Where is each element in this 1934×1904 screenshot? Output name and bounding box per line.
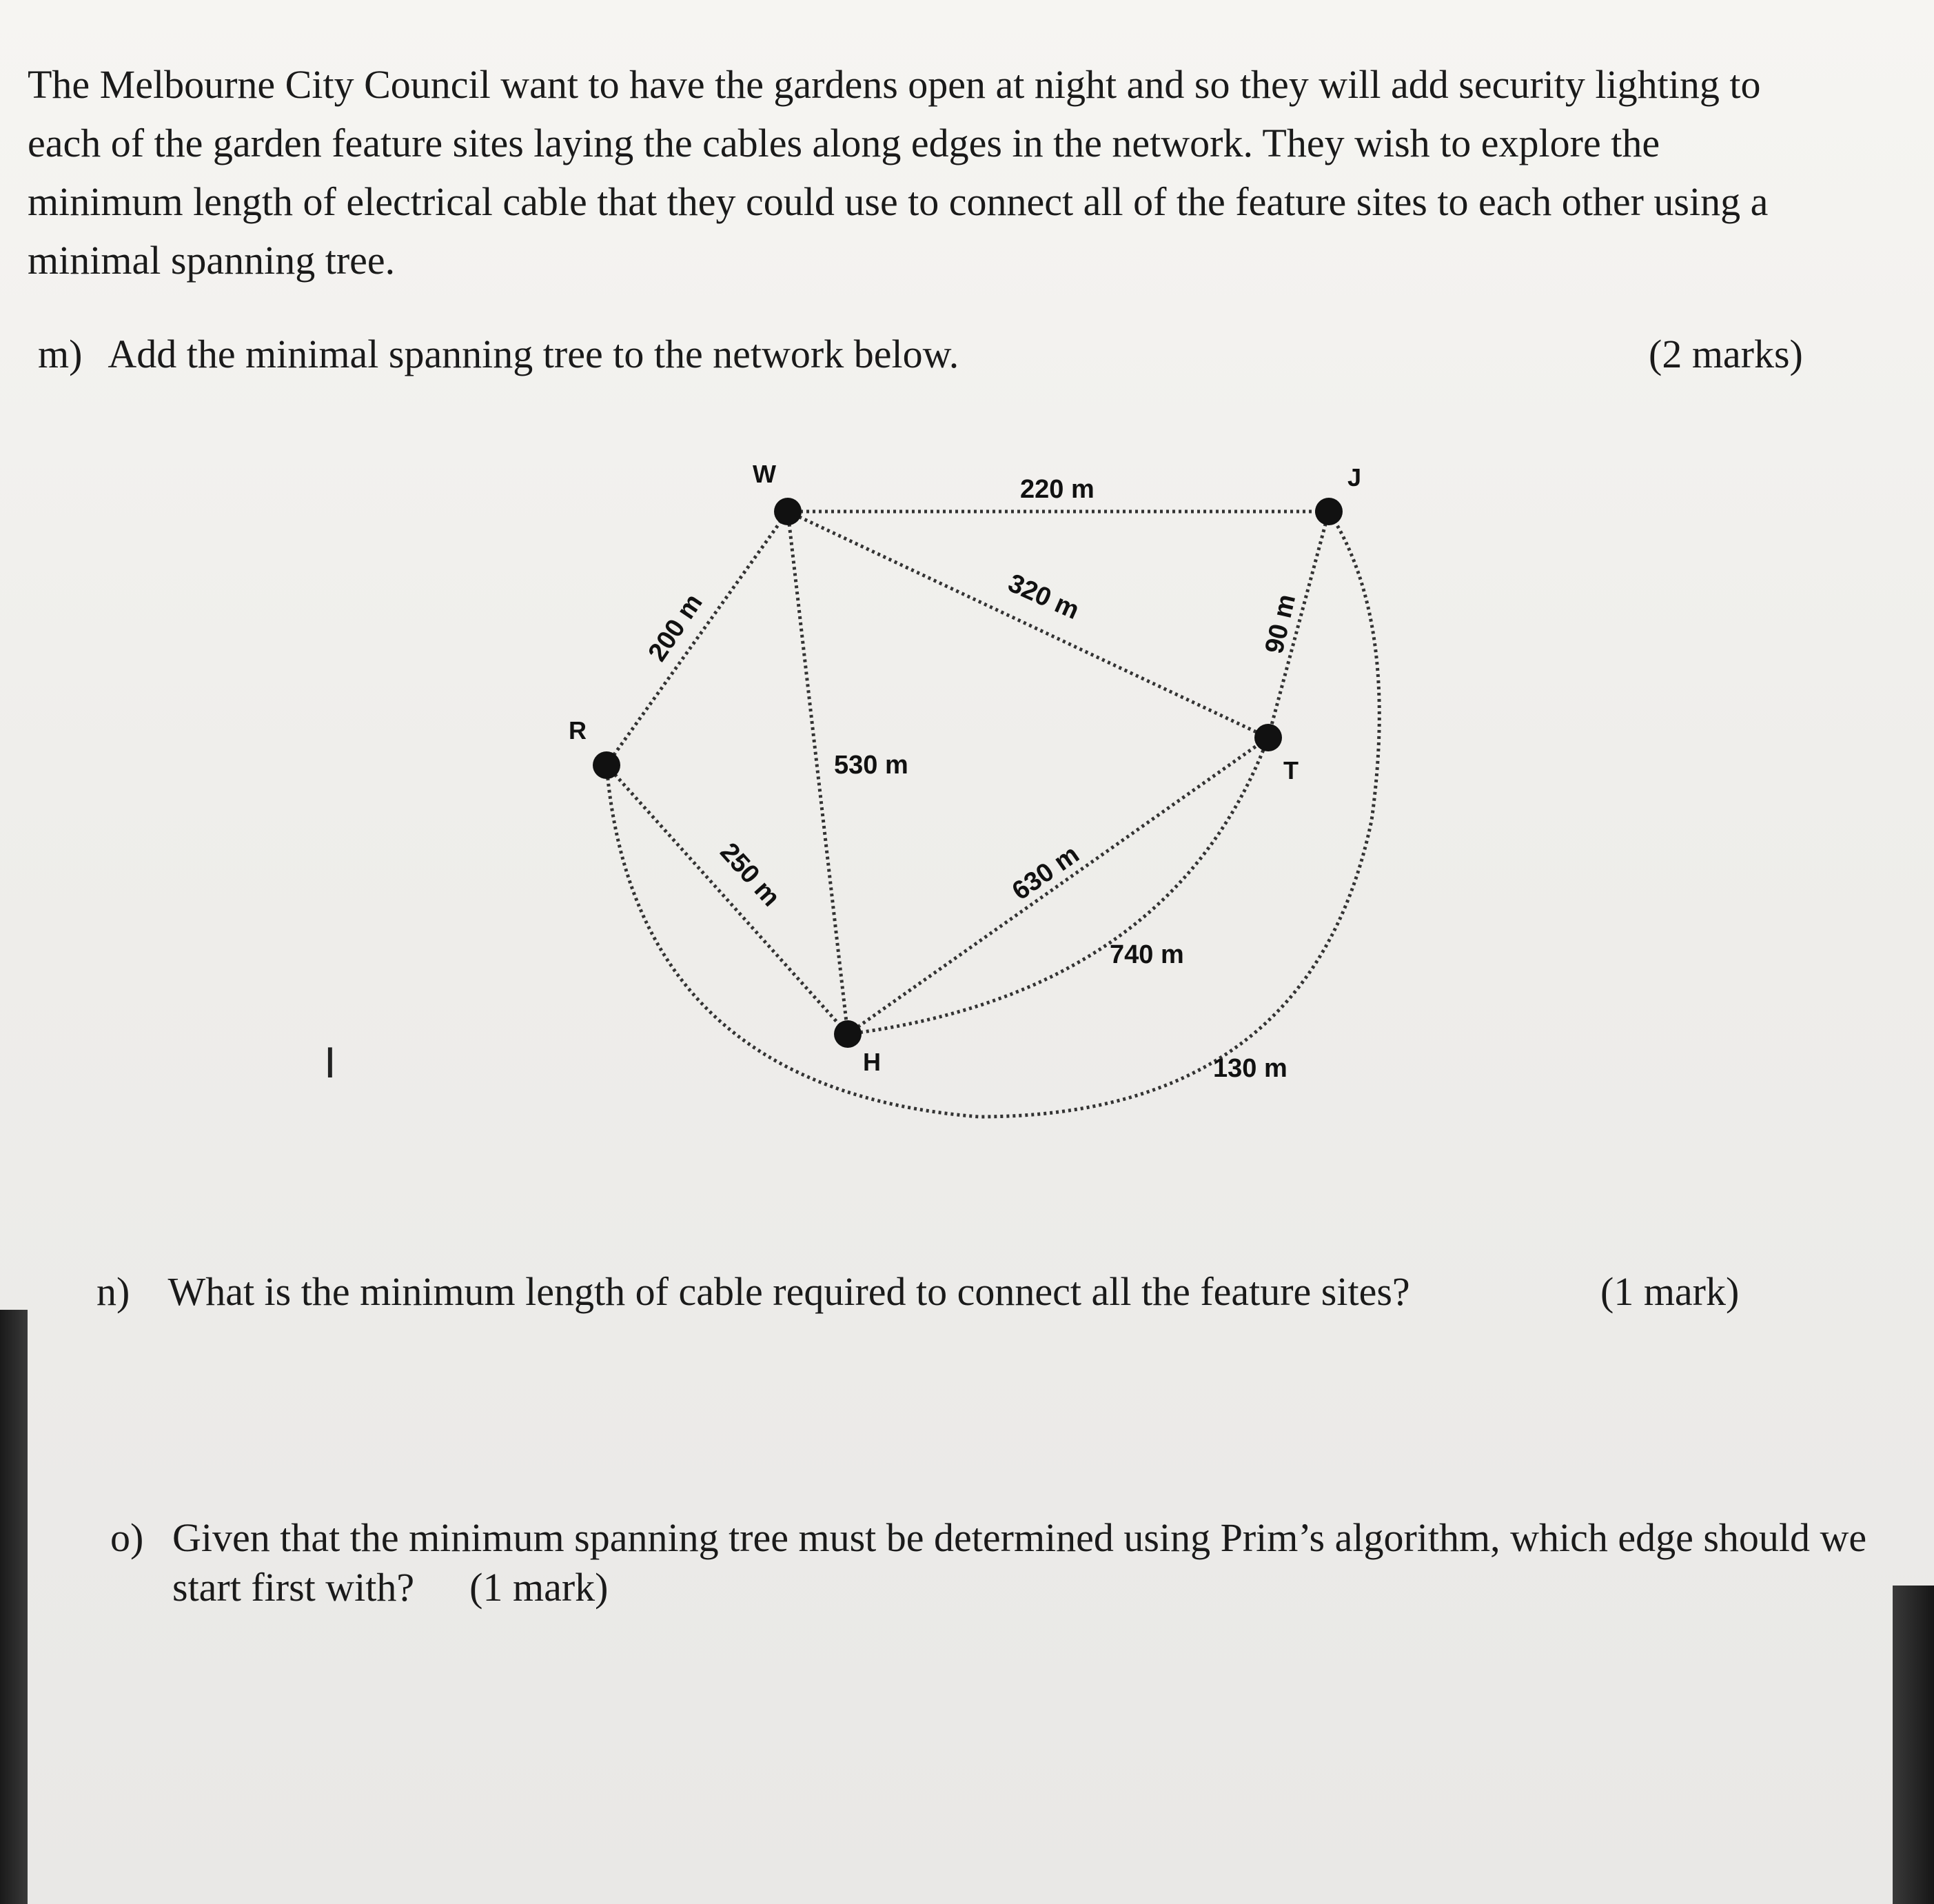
- intro-line: each of the garden feature sites laying the cables along edges in the network. They wish to explore the: [28, 121, 1660, 165]
- edge-weight-R-H: 250 m: [714, 837, 786, 913]
- vertex-J: [1315, 498, 1343, 525]
- question-m-text: Add the minimal spanning tree to the network below.: [108, 332, 959, 376]
- question-o-text-line1: Given that the minimum spanning tree must be determined using Prim’s algorithm, which edge should we: [172, 1515, 1867, 1560]
- question-n-text: What is the minimum length of cable required to connect all the feature sites?: [167, 1269, 1410, 1314]
- question-o-text-line2: start first with?: [172, 1565, 415, 1610]
- vertex-label-R: R: [569, 716, 587, 745]
- edge-weight-J-T: 90 m: [1259, 591, 1302, 657]
- question-m-marks: (2 marks): [1649, 332, 1803, 376]
- monitor-bezel-right: [1893, 1586, 1934, 1904]
- question-o: [110, 1513, 1902, 1612]
- question-m-label: m): [38, 332, 83, 376]
- edge-R-H: [607, 765, 848, 1034]
- vertex-label-W: W: [753, 460, 776, 488]
- edge-weight-H-T-630: 630 m: [1007, 840, 1085, 907]
- question-o-label: o): [110, 1515, 144, 1560]
- vertex-T: [1254, 724, 1282, 751]
- edge-H-T-630: [848, 738, 1268, 1034]
- question-o-marks: (1 mark): [469, 1565, 609, 1610]
- question-n-marks: (1 mark): [1600, 1269, 1740, 1314]
- monitor-bezel-left: [0, 1310, 28, 1904]
- vertex-label-H: H: [863, 1048, 881, 1076]
- intro-line: minimal spanning tree.: [28, 238, 396, 283]
- edge-W-T: [788, 512, 1268, 738]
- edge-weight-W-T: 320 m: [1004, 568, 1083, 626]
- intro-line: minimum length of electrical cable that they could use to connect all of the feature sites to each other using a: [28, 179, 1769, 224]
- edge-weight-W-J: 220 m: [1020, 475, 1095, 504]
- question-n-label: n): [96, 1269, 130, 1314]
- edge-weight-H-T-740: 740 m: [1110, 940, 1184, 969]
- text-cursor-icon: I: [324, 1040, 336, 1088]
- vertex-H: [834, 1020, 862, 1048]
- question-n: [96, 1268, 1410, 1315]
- edge-R-W: [607, 512, 788, 765]
- vertex-label-T: T: [1283, 756, 1299, 784]
- edge-weight-W-H: 530 m: [834, 751, 908, 780]
- vertex-R: [593, 751, 620, 779]
- edge-weight-R-J-130: 130 m: [1213, 1054, 1287, 1083]
- intro-line: The Melbourne City Council want to have the gardens open at night and so they will add security lighting to: [28, 62, 1761, 107]
- vertex-W: [774, 498, 802, 525]
- vertex-label-J: J: [1347, 463, 1362, 492]
- edge-weight-R-W: 200 m: [642, 589, 709, 667]
